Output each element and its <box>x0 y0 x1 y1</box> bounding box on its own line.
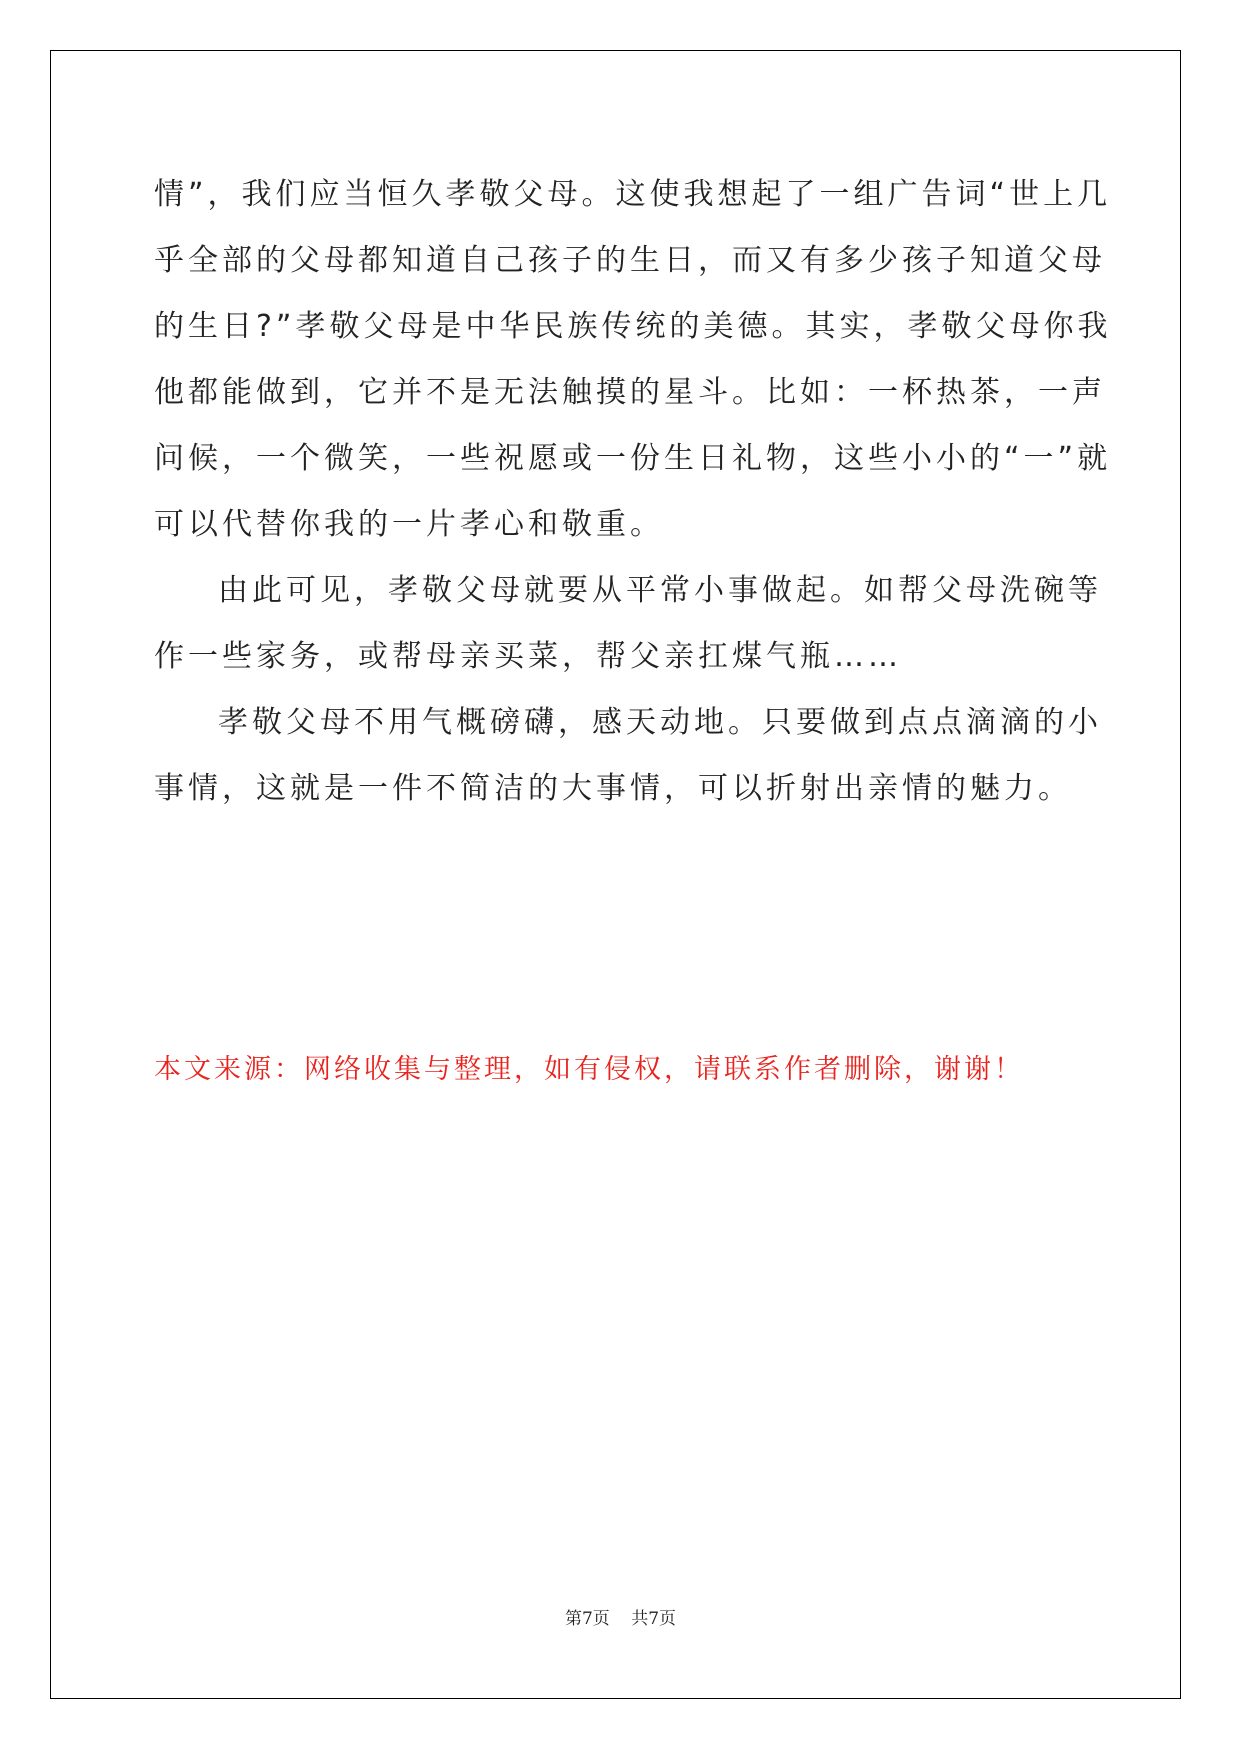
document-body <box>154 162 1114 822</box>
current-page-number: 第7页 <box>564 1609 610 1629</box>
source-disclaimer: 本文来源：网络收集与整理，如有侵权，请联系作者删除，谢谢！ <box>154 1054 1024 1085</box>
page-footer <box>0 1604 1241 1629</box>
total-pages: 共7页 <box>631 1609 677 1629</box>
body-paragraph-2: 由此可见，孝敬父母就要从平常小事做起。如帮父母洗碗等作一些家务，或帮母亲买菜，帮父亲扛煤气瓶…… <box>154 573 1102 674</box>
body-paragraph-3: 孝敬父母不用气概磅礴，感天动地。只要做到点点滴滴的小事情，这就是一件不简洁的大事情，可以折射出亲情的魅力。 <box>154 705 1102 806</box>
body-paragraph-1: 情”，我们应当恒久孝敬父母。这使我想起了一组广告词“世上几乎全部的父母都知道自己孩子的生日，而又有多少孩子知道父母的生日?”孝敬父母是中华民族传统的美德。其实，孝敬父母你我他都能做到，它并不是无法触摸的星斗。比如：一杯热茶，一声问候，一个微笑，一些祝愿或一份生日礼物，这些小小的“一”就可以代替你我的一片孝心和敬重。 <box>154 177 1112 542</box>
